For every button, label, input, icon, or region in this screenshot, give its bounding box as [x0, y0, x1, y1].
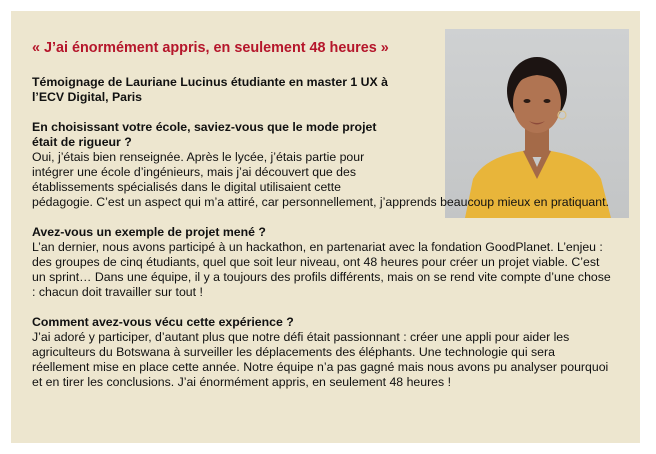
- article-body: [32, 39, 612, 405]
- answer-3: J’ai adoré y participer, d’autant plus que notre défi était passionnant : créer une appli pour aider les agriculteurs du Botswana à surveiller les déplacements des éléphants. Une technologie qui sera réellement mise en place cette année. Notre équipe n’a pas gagné mais nous avons pu analyser pourquoi et en tirer les conclusions. J’ai énormément appris, en seulement 48 heures !: [32, 330, 609, 389]
- qa-section-2: [32, 225, 612, 300]
- answer-2: L’an dernier, nous avons participé à un hackathon, en partenariat avec la fondation GoodPlanet. L’enjeu : des groupes de cinq étudiants, quel que soit leur niveau, ont 48 heures pour créer un projet viable. C’est un sprint… Dans une équipe, il y a toujours des profils différents, mais on se rend vite compte d’une chose : chacun doit travailler sur tout !: [32, 240, 611, 299]
- question-2: Avez-vous un exemple de projet mené ?: [32, 225, 266, 239]
- question-3: Comment avez-vous vécu cette expérience ?: [32, 315, 294, 329]
- article-subtitle: Témoignage de Lauriane Lucinus étudiante en master 1 UX à l’ECV Digital, Paris: [32, 75, 389, 104]
- article-title: « J’ai énormément appris, en seulement 48 heures »: [32, 40, 389, 56]
- testimonial-card: [11, 11, 640, 443]
- qa-section-1: [32, 120, 612, 210]
- question-1: En choisissant votre école, saviez-vous que le mode projet était de rigueur ?: [32, 120, 377, 149]
- answer-1-part-2: pédagogie. C’est un aspect qui m’a attiré, car personnellement, j’apprends beaucoup mieux en pratiquant.: [32, 195, 609, 209]
- qa-section-3: [32, 315, 612, 390]
- answer-1-part-1: Oui, j’étais bien renseignée. Après le lycée, j’étais partie pour intégrer une école d’ingénieurs, mais j’ai découvert que des établissements spécialisés dans le digital utilisaient cette: [32, 150, 365, 194]
